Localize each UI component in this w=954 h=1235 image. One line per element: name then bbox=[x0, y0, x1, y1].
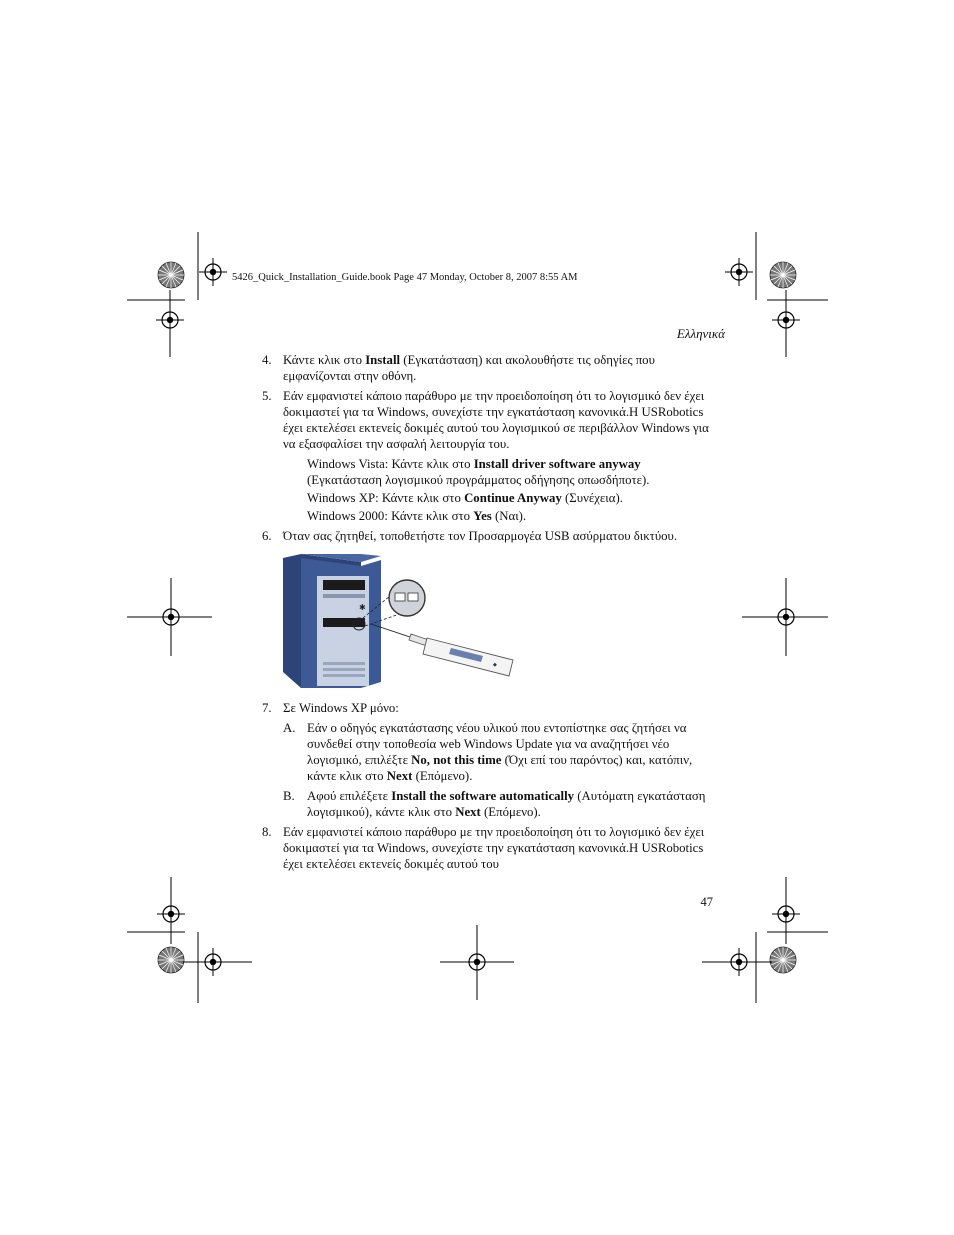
print-header: 5426_Quick_Installation_Guide.book Page 47 Monday, October 8, 2007 8:55 AM bbox=[232, 272, 578, 283]
step-bold: Install bbox=[365, 353, 401, 367]
os-text: (Συνέχεια). bbox=[561, 491, 623, 505]
step-7a bbox=[283, 720, 712, 784]
sub-text: (Αυτόματη εγκατάσταση λογισμικού), κάντε κλικ στο bbox=[307, 789, 706, 819]
step-number: 5. bbox=[262, 389, 272, 403]
os-text: Windows XP: Κάντε κλικ στο bbox=[307, 491, 465, 505]
sub-text: Εάν ο οδηγός εγκατάστασης νέου υλικού που εντοπίστηκε σας ζητήσει να συνδεθεί στην τοποθεσία web Windows Update για να αναζητήσει νέο λογισμικό, επιλέξτε bbox=[307, 721, 687, 767]
svg-text:✱: ✱ bbox=[359, 603, 366, 612]
vista-instruction bbox=[307, 456, 712, 488]
step-text: Κάντε κλικ στο bbox=[283, 353, 366, 367]
os-bold: Yes bbox=[473, 509, 492, 523]
step-number: 8. bbox=[262, 825, 272, 839]
section-title: Ελληνικά bbox=[676, 326, 725, 341]
sub-text: (Όχι επί του παρόντος) και, κατόπιν, κάντε κλικ στο bbox=[307, 753, 693, 783]
step-7 bbox=[262, 700, 712, 716]
sub-letter: A. bbox=[283, 721, 296, 735]
svg-text:◆: ◆ bbox=[493, 663, 497, 668]
sub-bold: Next bbox=[386, 769, 413, 783]
main-content bbox=[262, 352, 712, 876]
step-text: Εάν εμφανιστεί κάποιο παράθυρο με την προειδοποίηση ότι το λογισμικό δεν έχει δοκιμαστεί για τα Windows, συνεχίστε την εγκατάσταση κανονικά.Η USRobotics έχει εκτελέσει εκτενείς δοκιμές αυτού του bbox=[283, 825, 705, 871]
step-text: Όταν σας ζητηθεί, τοποθετήστε τον Προσαρμογέα USB ασύρματου δικτύου. bbox=[283, 529, 678, 543]
step-text: Εάν εμφανιστεί κάποιο παράθυρο με την προειδοποίηση ότι το λογισμικό δεν έχει δοκιμαστεί για τα Windows, συνεχίστε την εγκατάσταση κανονικά.Η USRobotics έχει εκτελέσει εκτενείς δοκιμές αυτού του λογισμικού σε περιβάλλον Windows για να εξασφαλίσει την ασφαλή λειτουργία του. bbox=[283, 389, 709, 451]
page-number: 47 bbox=[700, 895, 713, 909]
step-text: Σε Windows XP μόνο: bbox=[283, 701, 399, 715]
os-text: (Εγκατάσταση λογισμικού προγράμματος οδήγησης οπωσδήποτε). bbox=[307, 473, 650, 487]
step-text: (Εγκατάσταση) και ακολουθήστε τις οδηγίες που εμφανίζονται στην οθόνη. bbox=[283, 353, 655, 383]
step-8 bbox=[262, 824, 712, 872]
step-6 bbox=[262, 528, 712, 544]
os-text: Windows 2000: Κάντε κλικ στο bbox=[307, 509, 474, 523]
sub-text: (Επόμενο). bbox=[412, 769, 473, 783]
sub-bold: No, not this time bbox=[411, 753, 502, 767]
step-4 bbox=[262, 352, 712, 384]
sub-bold: Install the software automatically bbox=[391, 789, 575, 803]
step-number: 4. bbox=[262, 353, 272, 367]
os-bold: Continue Anyway bbox=[464, 491, 562, 505]
os-text: (Ναι). bbox=[491, 509, 527, 523]
usb-adapter-illustration bbox=[283, 554, 523, 688]
sub-bold: Next bbox=[455, 805, 481, 819]
step-number: 6. bbox=[262, 529, 272, 543]
os-bold: Install driver software anyway bbox=[473, 457, 641, 471]
step-number: 7. bbox=[262, 701, 272, 715]
sub-text: (Επόμενο). bbox=[480, 805, 541, 819]
sub-letter: B. bbox=[283, 789, 295, 803]
sub-text: Αφού επιλέξετε bbox=[307, 789, 392, 803]
step-5 bbox=[262, 388, 712, 452]
os-text: Windows Vista: Κάντε κλικ στο bbox=[307, 457, 474, 471]
step-7b bbox=[283, 788, 712, 820]
xp-instruction bbox=[307, 490, 712, 506]
w2000-instruction bbox=[307, 508, 712, 524]
